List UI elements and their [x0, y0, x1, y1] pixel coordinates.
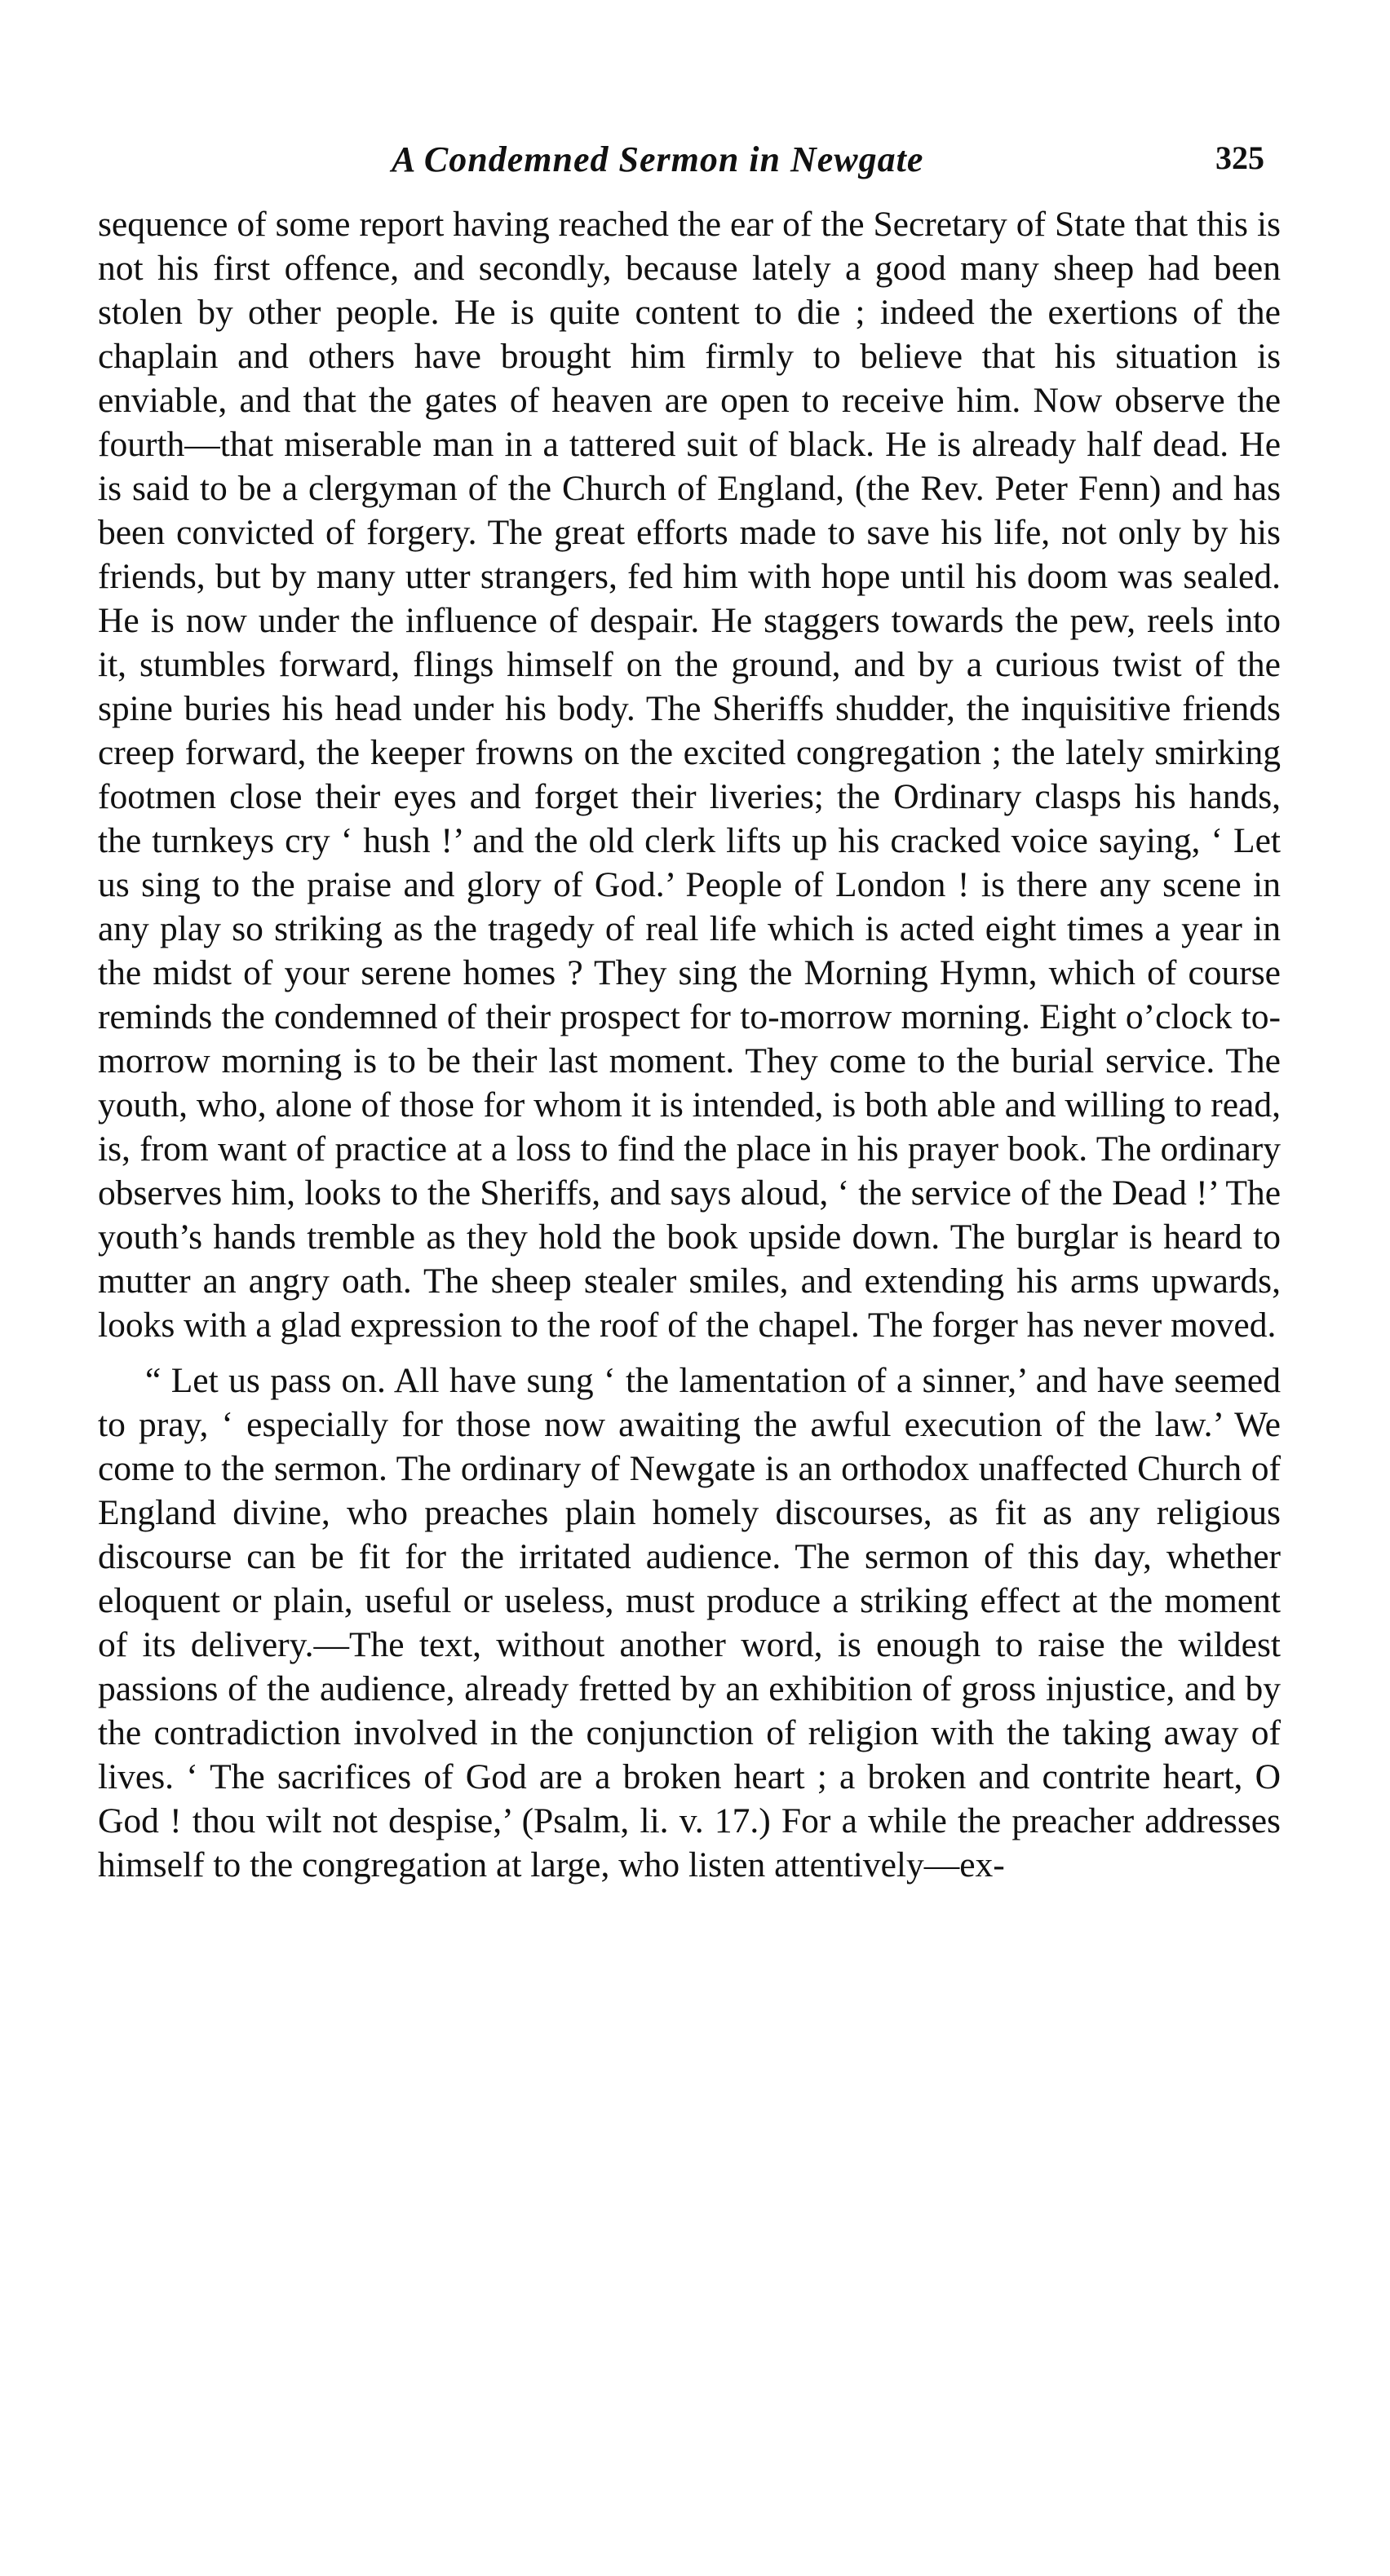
running-title: A Condemned Sermon in Newgate — [392, 139, 924, 179]
paragraph-quotation: “ Let us pass on. All have sung ‘ the lamentation of a sinner,’ and have seemed to pray, ‘ especially for those now awaiting the awful execution of the law.’ We come to the sermon. The ordinary of Newgate is an orthodox unaffected Church of England divine, who preaches plain homely discourses, as fit as any religious discourse can be fit for the irritated audience. The sermon of this day, whether eloquent or plain, useful or useless, must produce a striking effect at the moment of its delivery.—The text, without another word, is enough to raise the wildest passions of the audience, already fretted by an exhibition of gross injustice, and by the contradiction involved in the conjunction of religion with the taking away of lives. ‘ The sacrifices of God are a broken heart ; a broken and contrite heart, O God ! thou wilt not despise,’ (Psalm, li. v. 17.) For a while the preacher addresses himself to the congregation at large, who listen attentively—ex- — [98, 1361, 1281, 1885]
page-number: 325 — [1215, 139, 1264, 176]
paragraph-continued: sequence of some report having reached the ear of the Secretary of State that this is not his first offence, and secondly, because lately a good many sheep had been stolen by other people. He is quite content to die ; indeed the exertions of the chaplain and others have brought him firmly to believe that his situation is enviable, and that the gates of heaven are open to receive him. Now observe the fourth—that miserable man in a tattered suit of black. He is already half dead. He is said to be a clergyman of the Church of England, (the Rev. Peter Fenn) and has been convicted of forgery. The great efforts made to save his life, not only by his friends, but by many utter strangers, fed him with hope until his doom was sealed. He is now under the influence of despair. He staggers towards the pew, reels into it, stumbles forward, flings himself on the ground, and by a curious twist of the spine buries his head under his body. The Sheriffs shudder, the inquisitive friends creep forward, the keeper frowns on the excited congregation ; the lately smirking footmen close their eyes and forget their liveries; the Ordinary clasps his hands, the turnkeys cry ‘ hush !’ and the old clerk lifts up his cracked voice saying, ‘ Let us sing to the praise and glory of God.’ People of London ! is there any scene in any play so striking as the tragedy of real life which is acted eight times a year in the midst of your serene homes ? They sing the Morning Hymn, which of course reminds the condemned of their prospect for to-morrow morning. Eight o’clock to-morrow morning is to be their last moment. They come to the burial service. The youth, who, alone of those for whom it is intended, is both able and willing to read, is, from want of practice at a loss to find the place in his prayer book. The ordinary observes him, looks to the Sheriffs, and says aloud, ‘ the service of the Dead !’ The youth’s hands tremble as they hold the book upside down. The burglar is heard to mutter an angry oath. The sheep stealer smiles, and extending his arms upwards, looks with a glad expression to the roof of the chapel. The forger has never moved. — [98, 205, 1281, 1345]
body-text — [98, 202, 1281, 1887]
book-page — [98, 122, 1281, 1887]
running-head — [98, 122, 1281, 188]
